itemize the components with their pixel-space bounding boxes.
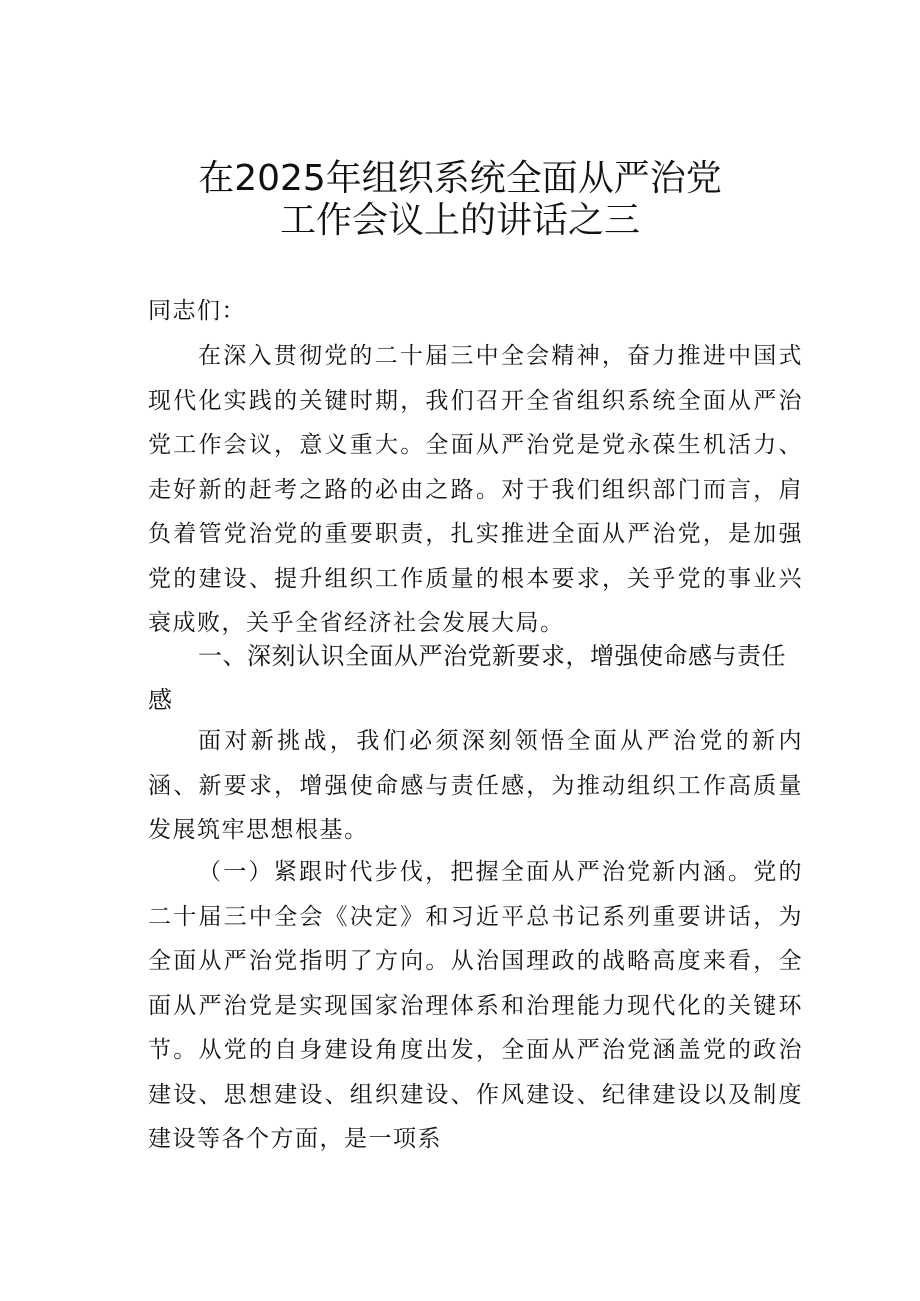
paragraph-2: 面对新挑战，我们必须深刻领悟全面从严治党的新内涵、新要求，增强使命感与责任感，为推动组织工作高质量发展筑牢思想根基。 xyxy=(148,728,803,843)
paragraph-1: 在深入贯彻党的二十届三中全会精神，奋力推进中国式现代化实践的关键时期，我们召开全省组织系统全面从严治党工作会议，意义重大。全面从严治党是党永葆生机活力、走好新的赶考之路的必由之路。对于我们组织部门而言，肩负着管党治党的重要职责，扎实推进全面从严治党，是加强党的建设、提升组织工作质量的根本要求，关乎党的事业兴衰成败，关乎全省经济社会发展大局。 xyxy=(148,343,803,636)
document-title-line-1: 在2025年组织系统全面从严治党 xyxy=(198,158,722,199)
document-title-line-2: 工作会议上的讲话之三 xyxy=(279,200,640,241)
paragraph-3: （一）紧跟时代步伐，把握全面从严治党新内涵。党的二十届三中全会《决定》和习近平总书记系列重要讲话，为全面从严治党指明了方向。从治国理政的战略高度来看，全面从严治党是实现国家治理体系和治理能力现代化的关键环节。从党的自身建设角度出发，全面从严治党涵盖党的政治建设、思想建设、组织建设、作风建设、纪律建设以及制度建设等各个方面，是一项系 xyxy=(148,859,803,1152)
salutation: 同志们： xyxy=(148,298,246,324)
section-heading-1: 一、深刻认识全面从严治党新要求，增强使命感与责任感 xyxy=(148,642,786,714)
